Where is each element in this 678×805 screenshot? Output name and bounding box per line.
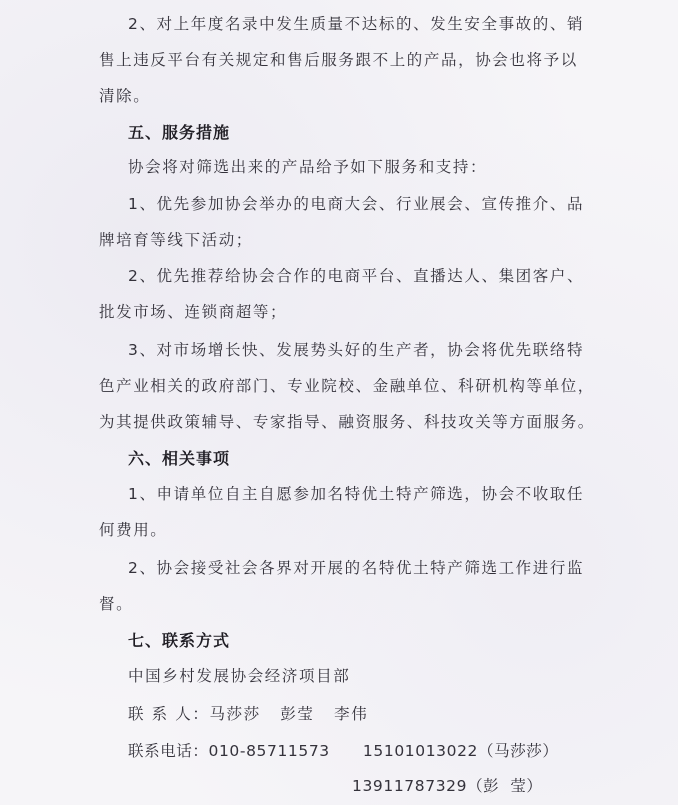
- paragraph-line: 为其提供政策辅导、专家指导、融资服务、科技攻关等方面服务。: [99, 413, 595, 431]
- paragraph-line: 清除。: [99, 87, 151, 105]
- paragraph-line: 色产业相关的政府部门、专业院校、金融单位、科研机构等单位，: [99, 377, 595, 395]
- paragraph-line: 2、对上年度名录中发生质量不达标的、发生安全事故的、销: [128, 15, 585, 33]
- section-heading: 五、服务措施: [128, 123, 231, 142]
- paragraph-line: 批发市场、连锁商超等；: [99, 303, 288, 321]
- paragraph-line: 售上违反平台有关规定和售后服务跟不上的产品，协会也将予以: [99, 51, 578, 69]
- section-heading: 七、联系方式: [128, 631, 231, 650]
- paragraph-line: 1、申请单位自主自愿参加名特优土特产筛选，协会不收取任: [128, 485, 585, 503]
- paragraph-line: 何费用。: [99, 521, 168, 539]
- paragraph-line: 牌培育等线下活动；: [99, 231, 253, 249]
- contact-department: 中国乡村发展协会经济项目部: [128, 667, 351, 685]
- contact-phone-extra: 13911787329（彭 莹）: [352, 777, 543, 795]
- paragraph-line: 3、对市场增长快、发展势头好的生产者，协会将优先联络特: [128, 341, 585, 359]
- paragraph-line: 督。: [99, 595, 134, 613]
- contact-phone: 联系电话：010-85711573 15101013022（马莎莎）: [128, 742, 559, 760]
- paragraph-line: 1、优先参加协会举办的电商大会、行业展会、宣传推介、品: [128, 195, 585, 213]
- paragraph-line: 2、优先推荐给协会合作的电商平台、直播达人、集团客户、: [128, 267, 585, 285]
- paragraph-line: 2、协会接受社会各界对开展的名特优土特产筛选工作进行监: [128, 559, 585, 577]
- paragraph-line: 协会将对筛选出来的产品给予如下服务和支持：: [128, 158, 488, 176]
- section-heading: 六、相关事项: [128, 449, 231, 468]
- contact-persons: 联 系 人：马莎莎 彭莹 李伟: [128, 705, 369, 723]
